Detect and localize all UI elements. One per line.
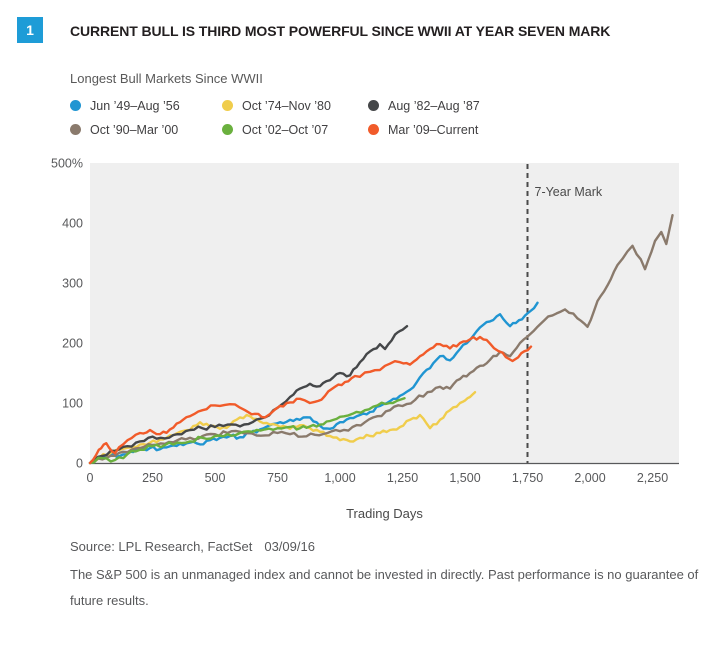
- legend-label: Mar ’09–Current: [388, 122, 479, 137]
- figure-title: CURRENT BULL IS THIRD MOST POWERFUL SINCE WWII AT YEAR SEVEN MARK: [70, 23, 611, 39]
- x-tick-label: 1,000: [324, 471, 356, 485]
- legend-label: Oct ’74–Nov ’80: [242, 98, 331, 113]
- legend-label: Jun ’49–Aug ’56: [90, 98, 180, 113]
- legend-label: Aug ’82–Aug ’87: [388, 98, 480, 113]
- y-tick-label: 500%: [51, 156, 83, 171]
- x-axis-title: Trading Days: [346, 506, 423, 521]
- chart-subtitle: Longest Bull Markets Since WWII: [70, 71, 263, 86]
- y-tick-label: 100: [62, 396, 83, 411]
- figure-number-badge: 1: [17, 17, 43, 43]
- x-tick-label: 750: [267, 471, 288, 485]
- source-label: Source: LPL Research, FactSet: [70, 539, 253, 554]
- x-tick-label: 250: [142, 471, 163, 485]
- source-date: 03/09/16: [264, 539, 315, 554]
- y-tick-label: 400: [62, 216, 83, 231]
- x-tick-label: 500: [204, 471, 226, 485]
- x-tick-label: 1,250: [386, 471, 419, 485]
- y-tick-label: 0: [76, 456, 83, 471]
- x-tick-label: 1,750: [511, 471, 544, 485]
- seven-year-mark-label: 7-Year Mark: [534, 185, 603, 199]
- x-tick-label: 0: [86, 471, 94, 485]
- legend-label: Oct ’90–Mar ’00: [90, 122, 179, 137]
- plot-area: [90, 163, 679, 463]
- y-tick-label: 200: [62, 336, 83, 351]
- y-tick-label: 300: [62, 276, 83, 291]
- source-note: [70, 539, 315, 554]
- disclaimer-text: The S&P 500 is an unmanaged index and cannot be invested in directly. Past performance is no guarantee of future results.: [70, 567, 699, 608]
- legend-label: Oct ’02–Oct ’07: [242, 122, 329, 137]
- x-tick-label: 2,000: [574, 471, 606, 485]
- x-tick-label: 1,500: [449, 471, 481, 485]
- x-tick-label: 2,250: [636, 471, 669, 485]
